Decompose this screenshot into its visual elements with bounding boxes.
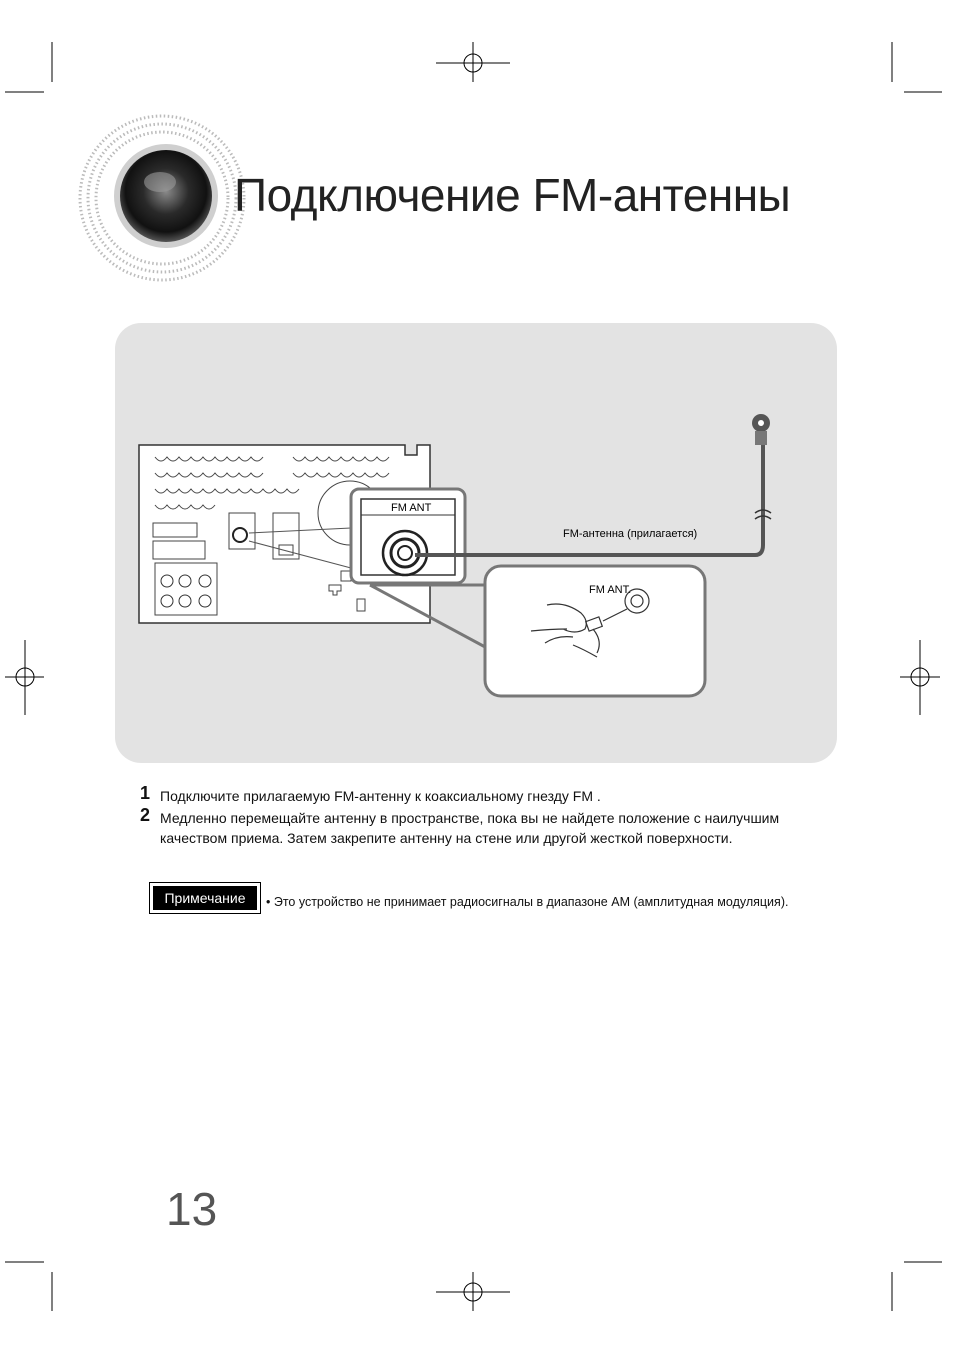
note-label: Примечание bbox=[153, 886, 257, 910]
speaker-logo-icon bbox=[74, 112, 254, 292]
step-number: 1 bbox=[140, 783, 151, 803]
antenna-caption: FM-антенна (прилагается) bbox=[563, 528, 698, 540]
fm-ant-label: FM ANT bbox=[391, 502, 432, 514]
antenna-connection-diagram bbox=[115, 323, 837, 763]
step-text: Подключите прилагаемую FM-антенну к коаксиальному гнезду FM . bbox=[160, 788, 601, 804]
note-badge bbox=[149, 882, 261, 914]
note-text: • Это устройство не принимает радиосигналы в диапазоне AM (амплитудная модуляция). bbox=[266, 895, 789, 909]
fm-ant-small-label: FM ANT. bbox=[589, 584, 632, 596]
step-number: 2 bbox=[140, 805, 151, 825]
page-number: 13 bbox=[166, 1183, 218, 1235]
page-title: Подключение FM-антенны bbox=[234, 169, 791, 221]
step-text: Медленно перемещайте антенну в пространстве, пока вы не найдете положение с наилучшим качеством приема. Затем закрепите антенну на стене или другой жесткой поверхности. bbox=[160, 810, 780, 846]
